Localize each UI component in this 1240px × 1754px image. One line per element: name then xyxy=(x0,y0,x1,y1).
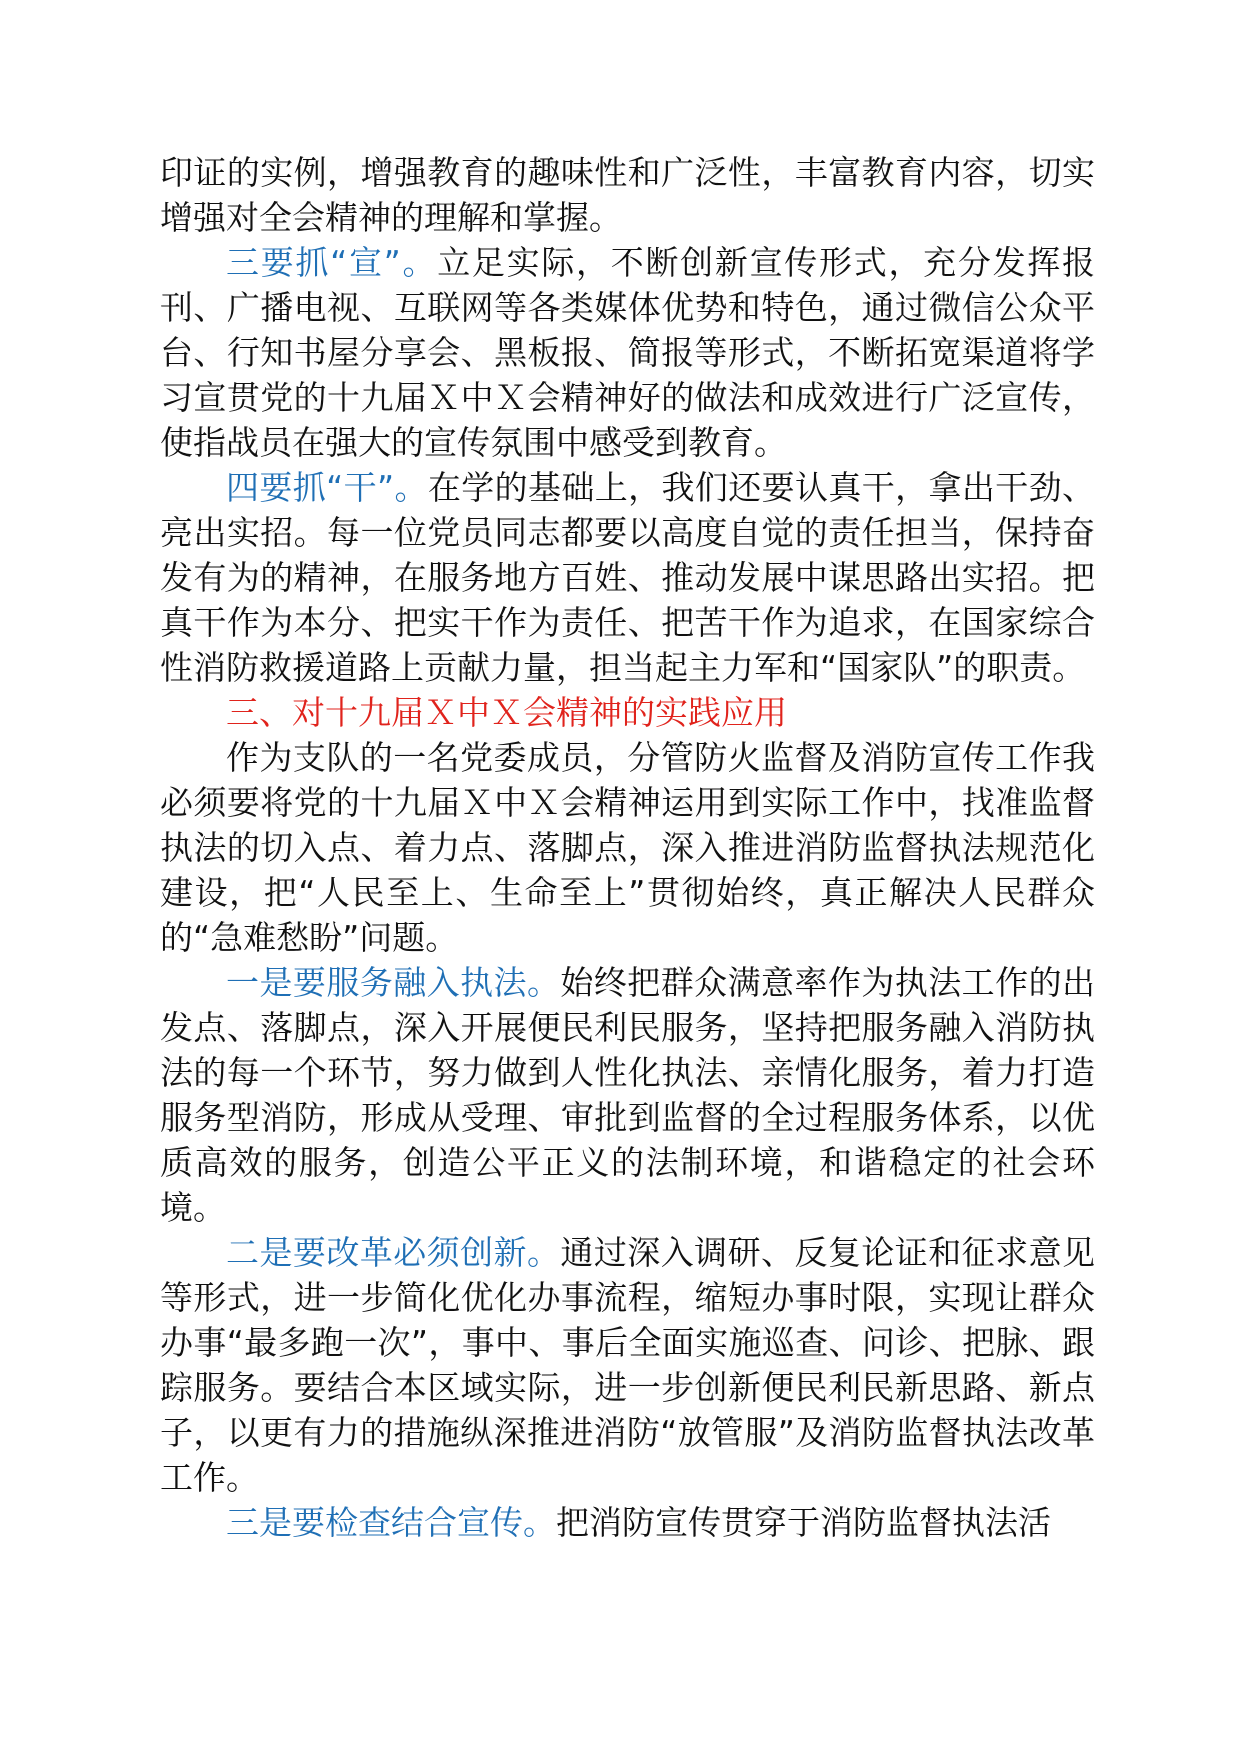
paragraph-continuation xyxy=(160,150,1095,240)
paragraph-lead: 二是要改革必须创新。 xyxy=(226,1233,561,1272)
paragraph-reform xyxy=(160,1230,1095,1500)
paragraph-body: 始终把群众满意率作为执法工作的出发点、落脚点，深入开展便民利民服务，坚持把服务融入消防执法的每一个环节，努力做到人性化执法、亲情化服务，着力打造服务型消防，形成从受理、审批到监督的全过程服务体系，以优质高效的服务，创造公平正义的法制环境，和谐稳定的社会环境。 xyxy=(160,963,1096,1227)
paragraph-body: 通过深入调研、反复论证和征求意见等形式，进一步简化优化办事流程，缩短办事时限，实现让群众办事“最多跑一次”，事中、事后全面实施巡查、问诊、把脉、跟踪服务。要结合本区域实际，进一步创新便民利民新思路、新点子，以更有力的措施纵深推进消防“放管服”及消防监督执法改革工作。 xyxy=(160,1233,1096,1497)
paragraph-publicity xyxy=(160,240,1095,465)
paragraph-intro xyxy=(160,735,1095,960)
paragraph-lead: 三是要检查结合宣传。 xyxy=(226,1503,556,1542)
paragraph-body: 立足实际，不断创新宣传形式，充分发挥报刊、广播电视、互联网等各类媒体优势和特色，通过微信公众平台、行知书屋分享会、黑板报、简报等形式，不断拓宽渠道将学习宣贯党的十九届Ｘ中Ｘ会精神好的做法和成效进行广泛宣传，使指战员在强大的宣传氛围中感受到教育。 xyxy=(160,243,1096,462)
paragraph-lead: 一是要服务融入执法。 xyxy=(226,963,561,1002)
paragraph-service xyxy=(160,960,1095,1230)
section-heading: 三、对十九届Ｘ中Ｘ会精神的实践应用 xyxy=(226,693,787,732)
paragraph-body: 作为支队的一名党委成员，分管防火监督及消防宣传工作我必须要将党的十九届Ｘ中Ｘ会精神运用到实际工作中，找准监督执法的切入点、着力点、落脚点，深入推进消防监督执法规范化建设，把“人民至上、生命至上”贯彻始终，真正解决人民群众的“急难愁盼”问题。 xyxy=(160,738,1096,957)
paragraph-action xyxy=(160,465,1095,690)
paragraph-body: 把消防宣传贯穿于消防监督执法活 xyxy=(556,1503,1051,1542)
document-page xyxy=(160,150,1095,1545)
paragraph-lead: 四要抓“干”。 xyxy=(226,468,428,507)
paragraph-inspection xyxy=(160,1500,1095,1545)
paragraph-lead: 三要抓“宣”。 xyxy=(226,243,438,282)
paragraph-body: 在学的基础上，我们还要认真干，拿出干劲、亮出实招。每一位党员同志都要以高度自觉的责任担当，保持奋发有为的精神，在服务地方百姓、推动发展中谋思路出实招。把真干作为本分、把实干作为责任、把苦干作为追求，在国家综合性消防救援道路上贡献力量，担当起主力军和“国家队”的职责。 xyxy=(160,468,1096,687)
paragraph-body: 印证的实例，增强教育的趣味性和广泛性，丰富教育内容，切实增强对全会精神的理解和掌握。 xyxy=(160,153,1095,237)
